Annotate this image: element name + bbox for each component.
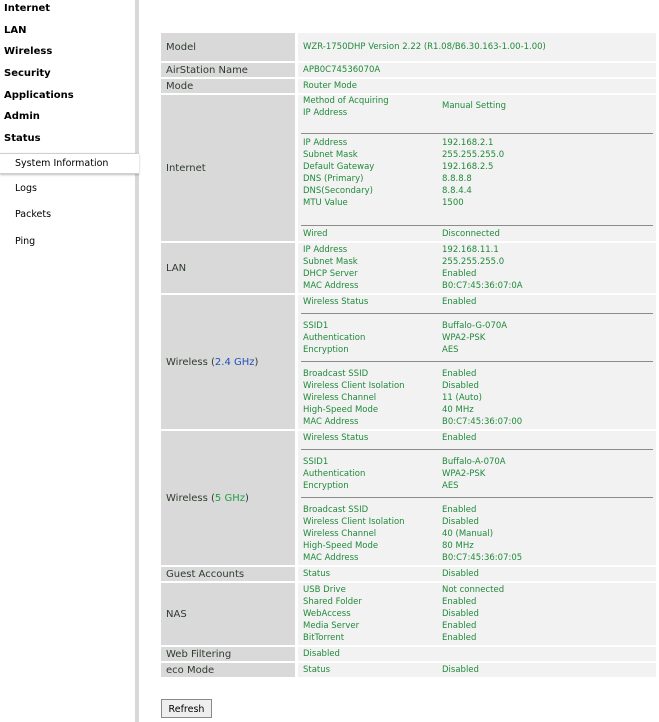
internet-method-key: Method of Acquiring IP Address xyxy=(303,96,389,118)
wl5-enc-value: AES xyxy=(442,481,459,491)
internet-dns1-key: DNS (Primary) xyxy=(303,174,364,184)
wl5-broadcast-value: Enabled xyxy=(442,505,477,515)
value-nas xyxy=(298,583,656,645)
nas-webaccess-value: Disabled xyxy=(442,609,479,619)
wl5-channel-key: Wireless Channel xyxy=(303,529,377,539)
airstation-name-value: APB0C74536070A xyxy=(303,65,381,75)
divider xyxy=(301,313,653,314)
wireless-5-band: 5 GHz xyxy=(214,492,245,504)
web-filtering-value: Disabled xyxy=(303,649,340,659)
wl5-status-value: Enabled xyxy=(442,433,477,443)
internet-dns1-value: 8.8.8.8 xyxy=(442,174,472,184)
value-model xyxy=(298,33,656,61)
internet-method-value: Manual Setting xyxy=(442,101,507,111)
guest-status-key: Status xyxy=(303,569,331,579)
wl24-broadcast-key: Broadcast SSID xyxy=(303,369,369,379)
wl24-speed-value: 40 MHz xyxy=(442,405,474,415)
row-internet xyxy=(161,95,656,241)
nav-applications[interactable]: Applications xyxy=(4,90,74,101)
wl24-speed-key: High-Speed Mode xyxy=(303,405,379,415)
nav-wireless[interactable]: Wireless xyxy=(4,46,53,57)
label-wireless-5ghz xyxy=(161,431,295,565)
wl24-auth-value: WPA2-PSK xyxy=(442,333,486,343)
lan-mac-key: MAC Address xyxy=(303,281,359,291)
wireless-24-label-prefix: Wireless ( xyxy=(166,356,215,368)
wl5-isolation-key: Wireless Client Isolation xyxy=(303,517,405,527)
nav-ping[interactable]: Ping xyxy=(15,236,36,247)
row-mode xyxy=(161,79,656,93)
lan-mac-value: B0:C7:45:36:07:0A xyxy=(442,281,523,291)
label-lan: LAN xyxy=(161,243,295,293)
internet-gateway-value: 192.168.2.5 xyxy=(442,162,494,172)
wireless-5-label-suffix: ) xyxy=(244,492,249,504)
divider xyxy=(301,497,653,498)
wl5-isolation-value: Disabled xyxy=(442,517,479,527)
wl24-isolation-value: Disabled xyxy=(442,381,479,391)
nas-media-key: Media Server xyxy=(303,621,360,631)
wl5-ssid-value: Buffalo-A-070A xyxy=(442,457,506,467)
value-internet xyxy=(298,95,656,241)
wl24-mac-value: B0:C7:45:36:07:00 xyxy=(442,417,523,427)
internet-dns2-key: DNS(Secondary) xyxy=(303,186,373,196)
value-guest-accounts xyxy=(298,567,656,581)
wl5-auth-value: WPA2-PSK xyxy=(442,469,486,479)
lan-ip-value: 192.168.11.1 xyxy=(442,245,499,255)
lan-subnet-key: Subnet Mask xyxy=(303,257,358,267)
divider xyxy=(301,449,653,450)
wl24-enc-value: AES xyxy=(442,345,459,355)
lan-subnet-value: 255.255.255.0 xyxy=(442,257,505,267)
wl5-broadcast-key: Broadcast SSID xyxy=(303,505,369,515)
wl5-speed-key: High-Speed Mode xyxy=(303,541,379,551)
internet-wired-value: Disconnected xyxy=(442,229,500,239)
nav-system-information[interactable] xyxy=(0,153,139,174)
nas-shared-value: Enabled xyxy=(442,597,477,607)
value-wireless-24ghz xyxy=(298,295,656,429)
value-lan xyxy=(298,243,656,293)
row-nas xyxy=(161,583,656,645)
wl5-enc-key: Encryption xyxy=(303,481,349,491)
wl5-mac-key: MAC Address xyxy=(303,553,359,563)
internet-mtu-key: MTU Value xyxy=(303,198,348,208)
label-nas: NAS xyxy=(161,583,295,645)
divider xyxy=(301,225,653,226)
sidebar xyxy=(0,0,139,722)
wl24-mac-key: MAC Address xyxy=(303,417,359,427)
nas-bittorrent-key: BitTorrent xyxy=(303,633,345,643)
wl24-ssid-key: SSID1 xyxy=(303,321,329,331)
nav-admin[interactable]: Admin xyxy=(4,111,40,122)
row-guest-accounts xyxy=(161,567,656,581)
value-mode xyxy=(298,79,656,93)
wl24-auth-key: Authentication xyxy=(303,333,366,343)
nav-internet[interactable]: Internet xyxy=(4,3,51,14)
wl24-status-key: Wireless Status xyxy=(303,297,369,307)
label-wireless-24ghz xyxy=(161,295,295,429)
label-model: Model xyxy=(161,33,295,61)
nas-usb-value: Not connected xyxy=(442,585,505,595)
label-airstation-name: AirStation Name xyxy=(161,63,295,77)
row-model xyxy=(161,33,656,61)
row-eco-mode xyxy=(161,663,656,677)
wl5-status-key: Wireless Status xyxy=(303,433,369,443)
eco-status-value: Disabled xyxy=(442,665,479,675)
nav-security[interactable]: Security xyxy=(4,68,51,79)
row-web-filtering xyxy=(161,647,656,661)
wl5-speed-value: 80 MHz xyxy=(442,541,474,551)
internet-mtu-value: 1500 xyxy=(442,198,464,208)
wl24-isolation-key: Wireless Client Isolation xyxy=(303,381,405,391)
model-value: WZR-1750DHP Version 2.22 (R1.08/B6.30.163-1.00-1.00) xyxy=(303,42,546,52)
wl5-mac-value: B0:C7:45:36:07:05 xyxy=(442,553,523,563)
row-wireless-24ghz xyxy=(161,295,656,429)
nav-system-information-label: System Information xyxy=(15,158,109,169)
internet-subnet-value: 255.255.255.0 xyxy=(442,150,505,160)
nav-status[interactable]: Status xyxy=(4,133,41,144)
wireless-5-label-prefix: Wireless ( xyxy=(166,492,215,504)
row-wireless-5ghz xyxy=(161,431,656,565)
label-web-filtering: Web Filtering xyxy=(161,647,295,661)
nas-usb-key: USB Drive xyxy=(303,585,346,595)
row-airstation-name xyxy=(161,63,656,77)
wl5-auth-key: Authentication xyxy=(303,469,366,479)
wl24-ssid-value: Buffalo-G-070A xyxy=(442,321,508,331)
internet-gateway-key: Default Gateway xyxy=(303,162,375,172)
wl24-channel-value: 11 (Auto) xyxy=(442,393,482,403)
nas-webaccess-key: WebAccess xyxy=(303,609,351,619)
mode-value: Router Mode xyxy=(303,81,358,91)
wl24-broadcast-value: Enabled xyxy=(442,369,477,379)
wl5-channel-value: 40 (Manual) xyxy=(442,529,494,539)
guest-status-value: Disabled xyxy=(442,569,479,579)
label-mode: Mode xyxy=(161,79,295,93)
nas-media-value: Enabled xyxy=(442,621,477,631)
label-eco-mode: eco Mode xyxy=(161,663,295,677)
internet-dns2-value: 8.8.4.4 xyxy=(442,186,472,196)
wireless-24-band: 2.4 GHz xyxy=(214,356,255,368)
lan-dhcp-value: Enabled xyxy=(442,269,477,279)
nav-packets[interactable]: Packets xyxy=(15,209,52,220)
eco-status-key: Status xyxy=(303,665,331,675)
lan-ip-key: IP Address xyxy=(303,245,348,255)
internet-ip-value: 192.168.2.1 xyxy=(442,138,494,148)
divider xyxy=(301,133,653,134)
nav-lan[interactable]: LAN xyxy=(4,25,27,36)
nas-shared-key: Shared Folder xyxy=(303,597,362,607)
value-eco-mode xyxy=(298,663,656,677)
wl24-channel-key: Wireless Channel xyxy=(303,393,377,403)
nav-logs[interactable]: Logs xyxy=(15,183,37,194)
refresh-button[interactable]: Refresh xyxy=(161,699,212,718)
value-airstation-name xyxy=(298,63,656,77)
wireless-24-label-suffix: ) xyxy=(254,356,259,368)
divider xyxy=(301,361,653,362)
nas-bittorrent-value: Enabled xyxy=(442,633,477,643)
internet-ip-key: IP Address xyxy=(303,138,348,148)
value-web-filtering xyxy=(298,647,656,661)
label-internet: Internet xyxy=(161,95,295,241)
wl5-ssid-key: SSID1 xyxy=(303,457,329,467)
wl24-status-value: Enabled xyxy=(442,297,477,307)
internet-subnet-key: Subnet Mask xyxy=(303,150,358,160)
internet-wired-key: Wired xyxy=(303,229,328,239)
value-wireless-5ghz xyxy=(298,431,656,565)
row-lan xyxy=(161,243,656,293)
wl24-enc-key: Encryption xyxy=(303,345,349,355)
label-guest-accounts: Guest Accounts xyxy=(161,567,295,581)
lan-dhcp-key: DHCP Server xyxy=(303,269,358,279)
